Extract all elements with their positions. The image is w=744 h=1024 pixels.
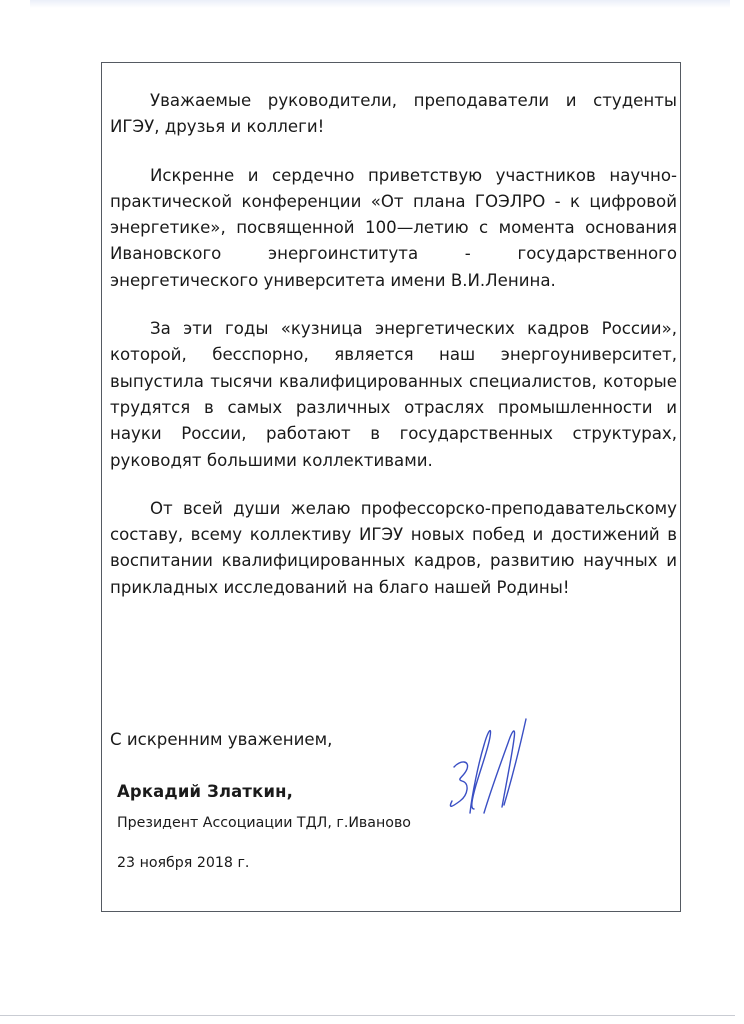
letter-date: 23 ноября 2018 г. [117, 855, 250, 871]
scan-edge-band [30, 0, 730, 8]
paragraph-graduates: За эти годы «кузница энергетических кадров России», которой, бесспорно, является наш энергоуниверситет, выпустила тысячи квалифицированных специалистов, которые трудятся в самых различных отраслях промышленности и науки России, работают в государственных структурах, руководят большими коллективами. [110, 319, 677, 470]
scan-bottom-line [0, 1015, 735, 1016]
signature-stroke-z [450, 762, 467, 806]
handwritten-signature [440, 705, 535, 820]
paragraph-conference: Искренне и сердечно приветствую участников научно-практической конференции «От плана ГОЭЛРО - к цифровой энергетике», посвященной 100—летию с момента основания Ивановского энергоинститута - государственного энергетического университета имени В.И.Ленина. [110, 165, 677, 290]
sender-name: Аркадий Златкин, [117, 782, 294, 801]
sender-title: Президент Ассоциации ТДЛ, г.Иваново [117, 815, 411, 831]
closing-phrase: С искренним уважением, [110, 730, 333, 749]
letter-body [110, 88, 677, 623]
paragraph-wishes: От всей души желаю профессорско-преподавательскому составу, всему коллективу ИГЭУ новых побед и достижений в воспитании квалифицированных кадров, развитию научных и прикладных исследований на благо нашей Родины! [110, 498, 677, 597]
greeting: Уважаемые руководители, преподаватели и студенты ИГЭУ, друзья и коллеги! [110, 91, 677, 137]
